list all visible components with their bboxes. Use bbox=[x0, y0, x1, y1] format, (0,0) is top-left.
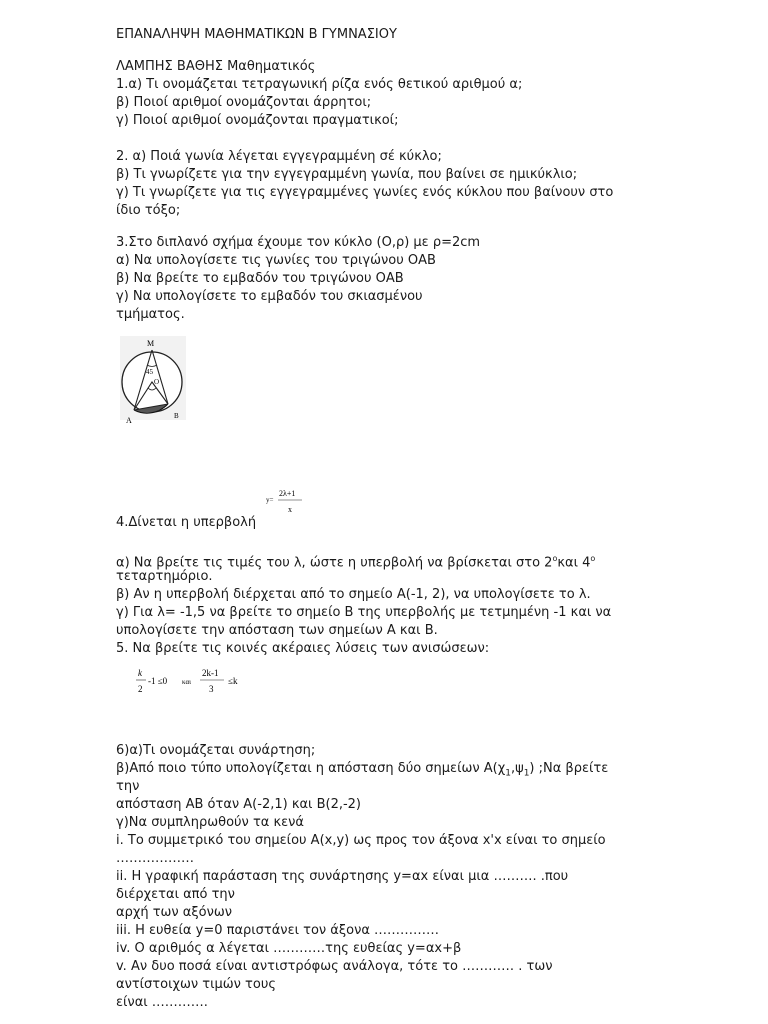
eq1-denominator: x bbox=[288, 505, 292, 514]
q4-a-cont: τεταρτημόριο. bbox=[116, 569, 213, 584]
hyperbola-equation bbox=[266, 486, 306, 522]
q3-c-cont: τμήματος. bbox=[116, 307, 185, 322]
q2-c-cont: ίδιο τόξο; bbox=[116, 203, 181, 218]
label-o: O bbox=[154, 378, 160, 386]
q6-l1: 6)α)Τι ονομάζεται συνάρτηση; bbox=[116, 743, 316, 758]
q6-l2-mid: ,ψ bbox=[510, 761, 524, 776]
eq2-den1: 2 bbox=[138, 684, 143, 694]
author-line: ΛΑΜΠΗΣ ΒΑΘΗΣ Μαθηματικός bbox=[116, 59, 316, 74]
q6-l14: αντίστοιχων τιμών τους bbox=[116, 977, 276, 992]
q4-intro: 4.Δίνεται η υπερβολή bbox=[116, 515, 257, 530]
q3-b: β) Να βρείτε το εμβαδόν του τριγώνου ΟΑΒ bbox=[116, 271, 404, 286]
q6-l15: είναι …………. bbox=[116, 995, 208, 1010]
q4-a-mid: και 4 bbox=[557, 555, 591, 571]
q3-c: γ) Να υπολογίσετε το εμβαδόν του σκιασμένου bbox=[116, 289, 423, 304]
q5: 5. Να βρείτε τις κοινές ακέραιες λύσεις των ανισώσεων: bbox=[116, 641, 490, 656]
eq1-numerator: 2λ+1 bbox=[279, 489, 296, 498]
q1-c: γ) Ποιοί αριθμοί ονομάζονται πραγματικοί; bbox=[116, 113, 399, 128]
q6-l4: απόσταση ΑΒ όταν Α(-2,1) και Β(2,-2) bbox=[116, 797, 362, 812]
q4-b: β) Αν η υπερβολή διέρχεται από το σημείο Α(-1, 2), να υπολογίσετε το λ. bbox=[116, 587, 591, 602]
q6-l2-sub1: 1 bbox=[505, 768, 511, 779]
circle-diagram bbox=[116, 336, 190, 428]
q3-intro: 3.Στο διπλανό σχήμα έχουμε τον κύκλο (Ο,ρ) με ρ=2cm bbox=[116, 235, 481, 250]
q6-l3: την bbox=[116, 779, 140, 794]
q6-l12: iv. Ο αριθμός α λέγεται …………της ευθείας y=αx+β bbox=[116, 941, 462, 956]
eq2-mid: -1 ≤0 bbox=[148, 676, 168, 686]
q4-c: γ) Για λ= -1,5 να βρείτε το σημείο Β της υπερβολής με τετμημένη -1 και να bbox=[116, 605, 612, 620]
q1-b: β) Ποιοί αριθμοί ονομάζονται άρρητοι; bbox=[116, 95, 372, 110]
q4-a-sup1: ο bbox=[552, 554, 558, 563]
label-b: B bbox=[174, 412, 179, 420]
q6-l7: ……………… bbox=[116, 851, 194, 866]
q6-l2-pre: β)Από ποιο τύπο υπολογίζεται η απόσταση δύο σημείων Α(χ bbox=[116, 761, 506, 776]
q6-l2-post: ) ;Να βρείτε bbox=[529, 761, 609, 776]
q6-l5: γ)Να συμπληρωθούν τα κενά bbox=[116, 815, 304, 830]
q6-l2 bbox=[116, 760, 608, 783]
q6-l6: i. Το συμμετρικό του σημείου Α(x,y) ως προς τον άξονα x'x είναι το σημείο bbox=[116, 833, 606, 848]
q2-a: 2. α) Ποιά γωνία λέγεται εγγεγραμμένη σέ κύκλο; bbox=[116, 149, 442, 164]
q6-l13: v. Αν δυο ποσά είναι αντιστρόφως ανάλογα, τότε το ………… . των bbox=[116, 959, 553, 974]
q6-l11: iii. Η ευθεία y=0 παριστάνει τον άξονα …………… bbox=[116, 923, 440, 938]
q6-l8: ii. Η γραφική παράσταση της συνάρτησης y=αx είναι μια ………. .που bbox=[116, 869, 569, 884]
q4-a-sup2: ο bbox=[590, 554, 596, 563]
eq2-conj: και bbox=[182, 678, 192, 686]
q6-l9: διέρχεται από την bbox=[116, 887, 235, 902]
label-m: M bbox=[147, 339, 155, 348]
eq2-num2: 2k-1 bbox=[202, 668, 219, 678]
q6-l2-sub2: 1 bbox=[523, 768, 530, 779]
label-45: 45 bbox=[146, 368, 153, 376]
eq2-num1: k bbox=[138, 668, 142, 678]
q2-b: β) Τι γνωρίζετε για την εγγεγραμμένη γωνία, που βαίνει σε ημικύκλιο; bbox=[116, 167, 578, 182]
eq2-den2: 3 bbox=[209, 684, 214, 694]
inequalities-equation bbox=[134, 662, 264, 702]
q2-c: γ) Τι γνωρίζετε για τις εγγεγραμμένες γωνίες ενός κύκλου που βαίνουν στο bbox=[116, 185, 614, 200]
document-title: ΕΠΑΝΑΛΗΨΗ ΜΑΘΗΜΑΤΙΚΩΝ Β ΓΥΜΝΑΣΙΟΥ bbox=[116, 27, 397, 42]
q1-a: 1.α) Τι ονομάζεται τετραγωνική ρίζα ενός θετικού αριθμού α; bbox=[116, 77, 523, 92]
q3-a: α) Να υπολογίσετε τις γωνίες του τριγώνου ΟΑΒ bbox=[116, 253, 436, 268]
label-a: A bbox=[126, 416, 132, 425]
eq2-end: ≤k bbox=[228, 676, 238, 686]
q4-a-text: α) Να βρείτε τις τιμές του λ, ώστε η υπερβολή να βρίσκεται στο 2 bbox=[116, 555, 553, 571]
eq1-lhs: y= bbox=[266, 496, 274, 504]
q6-l10: αρχή των αξόνων bbox=[116, 905, 232, 920]
q4-c-cont: υπολογίσετε την απόσταση των σημείων Α και Β. bbox=[116, 623, 438, 638]
